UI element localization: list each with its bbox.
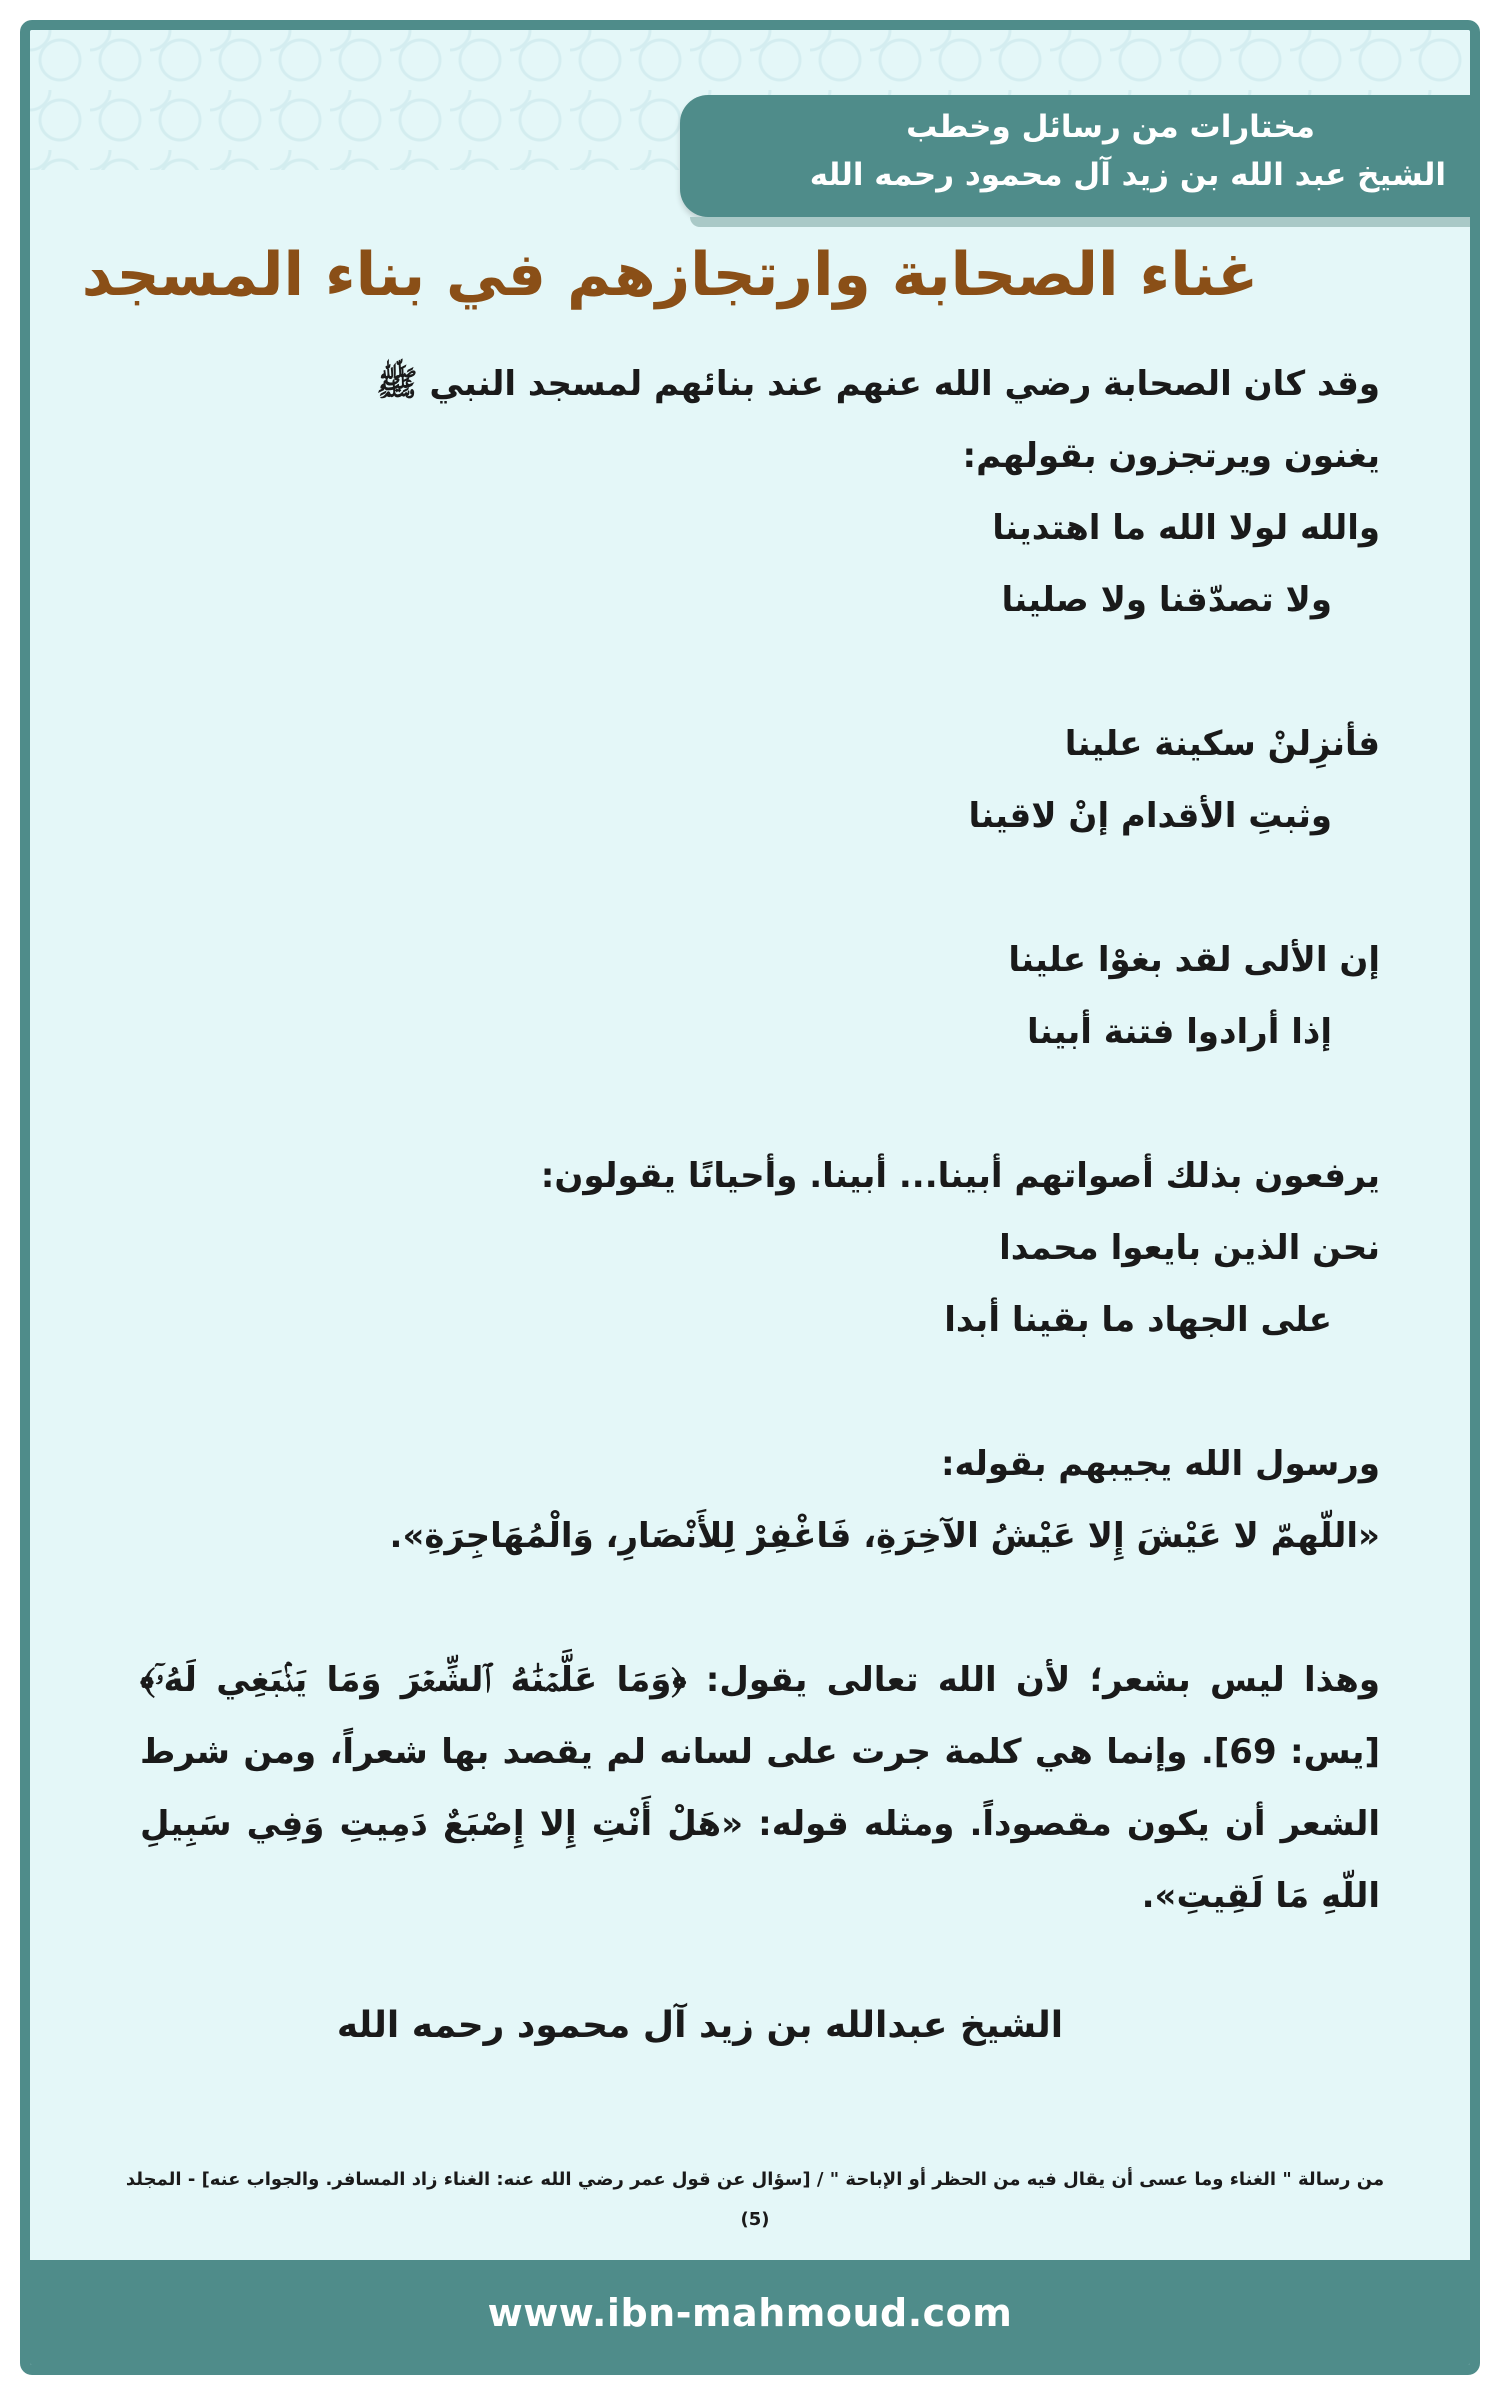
source-note: من رسالة " الغناء وما عسى أن يقال فيه من الحظر أو الإباحة " / [سؤال عن قول عمر رضي الله عنه: الغناء زاد المسافر. والجواب عنه] - المجلد (5) (125, 2169, 1385, 2230)
hadith-quote: «اللّهمّ لا عَيْشَ إِلا عَيْشُ الآخِرَةِ، فَاغْفِرْ لِلأَنْصَارِ، وَالْمُهَاجِرَةِ». (389, 1516, 1380, 1556)
verse-line: فأنزِلنْ سكينة علينا (1064, 724, 1380, 764)
verse-line: على الجهاد ما بقينا أبدا (944, 1300, 1332, 1340)
verse-line: والله لولا الله ما اهتدينا (992, 508, 1380, 548)
paragraph: ورسول الله يجيبهم بقوله: (940, 1444, 1380, 1484)
verse-line: إذا أرادوا فتنة أبينا (1027, 1012, 1332, 1052)
paragraph-intro: وقد كان الصحابة رضي الله عنهم عند بنائهم لمسجد النبي ﷺ (376, 364, 1380, 404)
article-title: غناء الصحابة وارتجازهم في بناء المسجد (81, 240, 1259, 310)
website-link[interactable]: www.ibn-mahmoud.com (487, 2290, 1013, 2335)
verse-line: إن الألى لقد بغوْا علينا (1008, 940, 1380, 980)
author-name: الشيخ عبد الله بن زيد آل محمود رحمه الله (809, 157, 1446, 193)
paragraph-commentary: وهذا ليس بشعر؛ لأن الله تعالى يقول: ﴿وَمَا عَلَّمۡنَٰهُ ٱلشِّعۡرَ وَمَا يَنۢبَغِي لَهُۥٓ﴾ [يس: 69]. وإنما هي كلمة جرت على لسانه لم يقصد بها شعراً، ومن شرط الشعر أن يكون مقصوداً. ومثله قوله: «هَلْ أَنْتِ إِلا إِصْبَعٌ دَمِيتِ وَفِي سَبِيلِ اللّهِ مَا لَقِيتِ». (140, 1660, 1380, 1916)
footer-bar (30, 2260, 1470, 2365)
article-card (20, 20, 1480, 2375)
signature: الشيخ عبدالله بن زيد آل محمود رحمه الله (336, 2005, 1064, 2046)
paragraph-intro-cont: يغنون ويرتجزون بقولهم: (962, 436, 1380, 476)
article-body (140, 348, 1380, 1932)
verse-line: وثبتِ الأقدام إنْ لاقينا (968, 796, 1332, 836)
verse-line: ولا تصدّقنا ولا صلينا (1001, 580, 1332, 620)
paragraph: يرفعون بذلك أصواتهم أبينا... أبينا. وأحيانًا يقولون: (540, 1156, 1380, 1196)
header-banner (680, 95, 1480, 217)
series-title: مختارات من رسائل وخطب (906, 109, 1315, 145)
verse-line: نحن الذين بايعوا محمدا (999, 1228, 1380, 1268)
